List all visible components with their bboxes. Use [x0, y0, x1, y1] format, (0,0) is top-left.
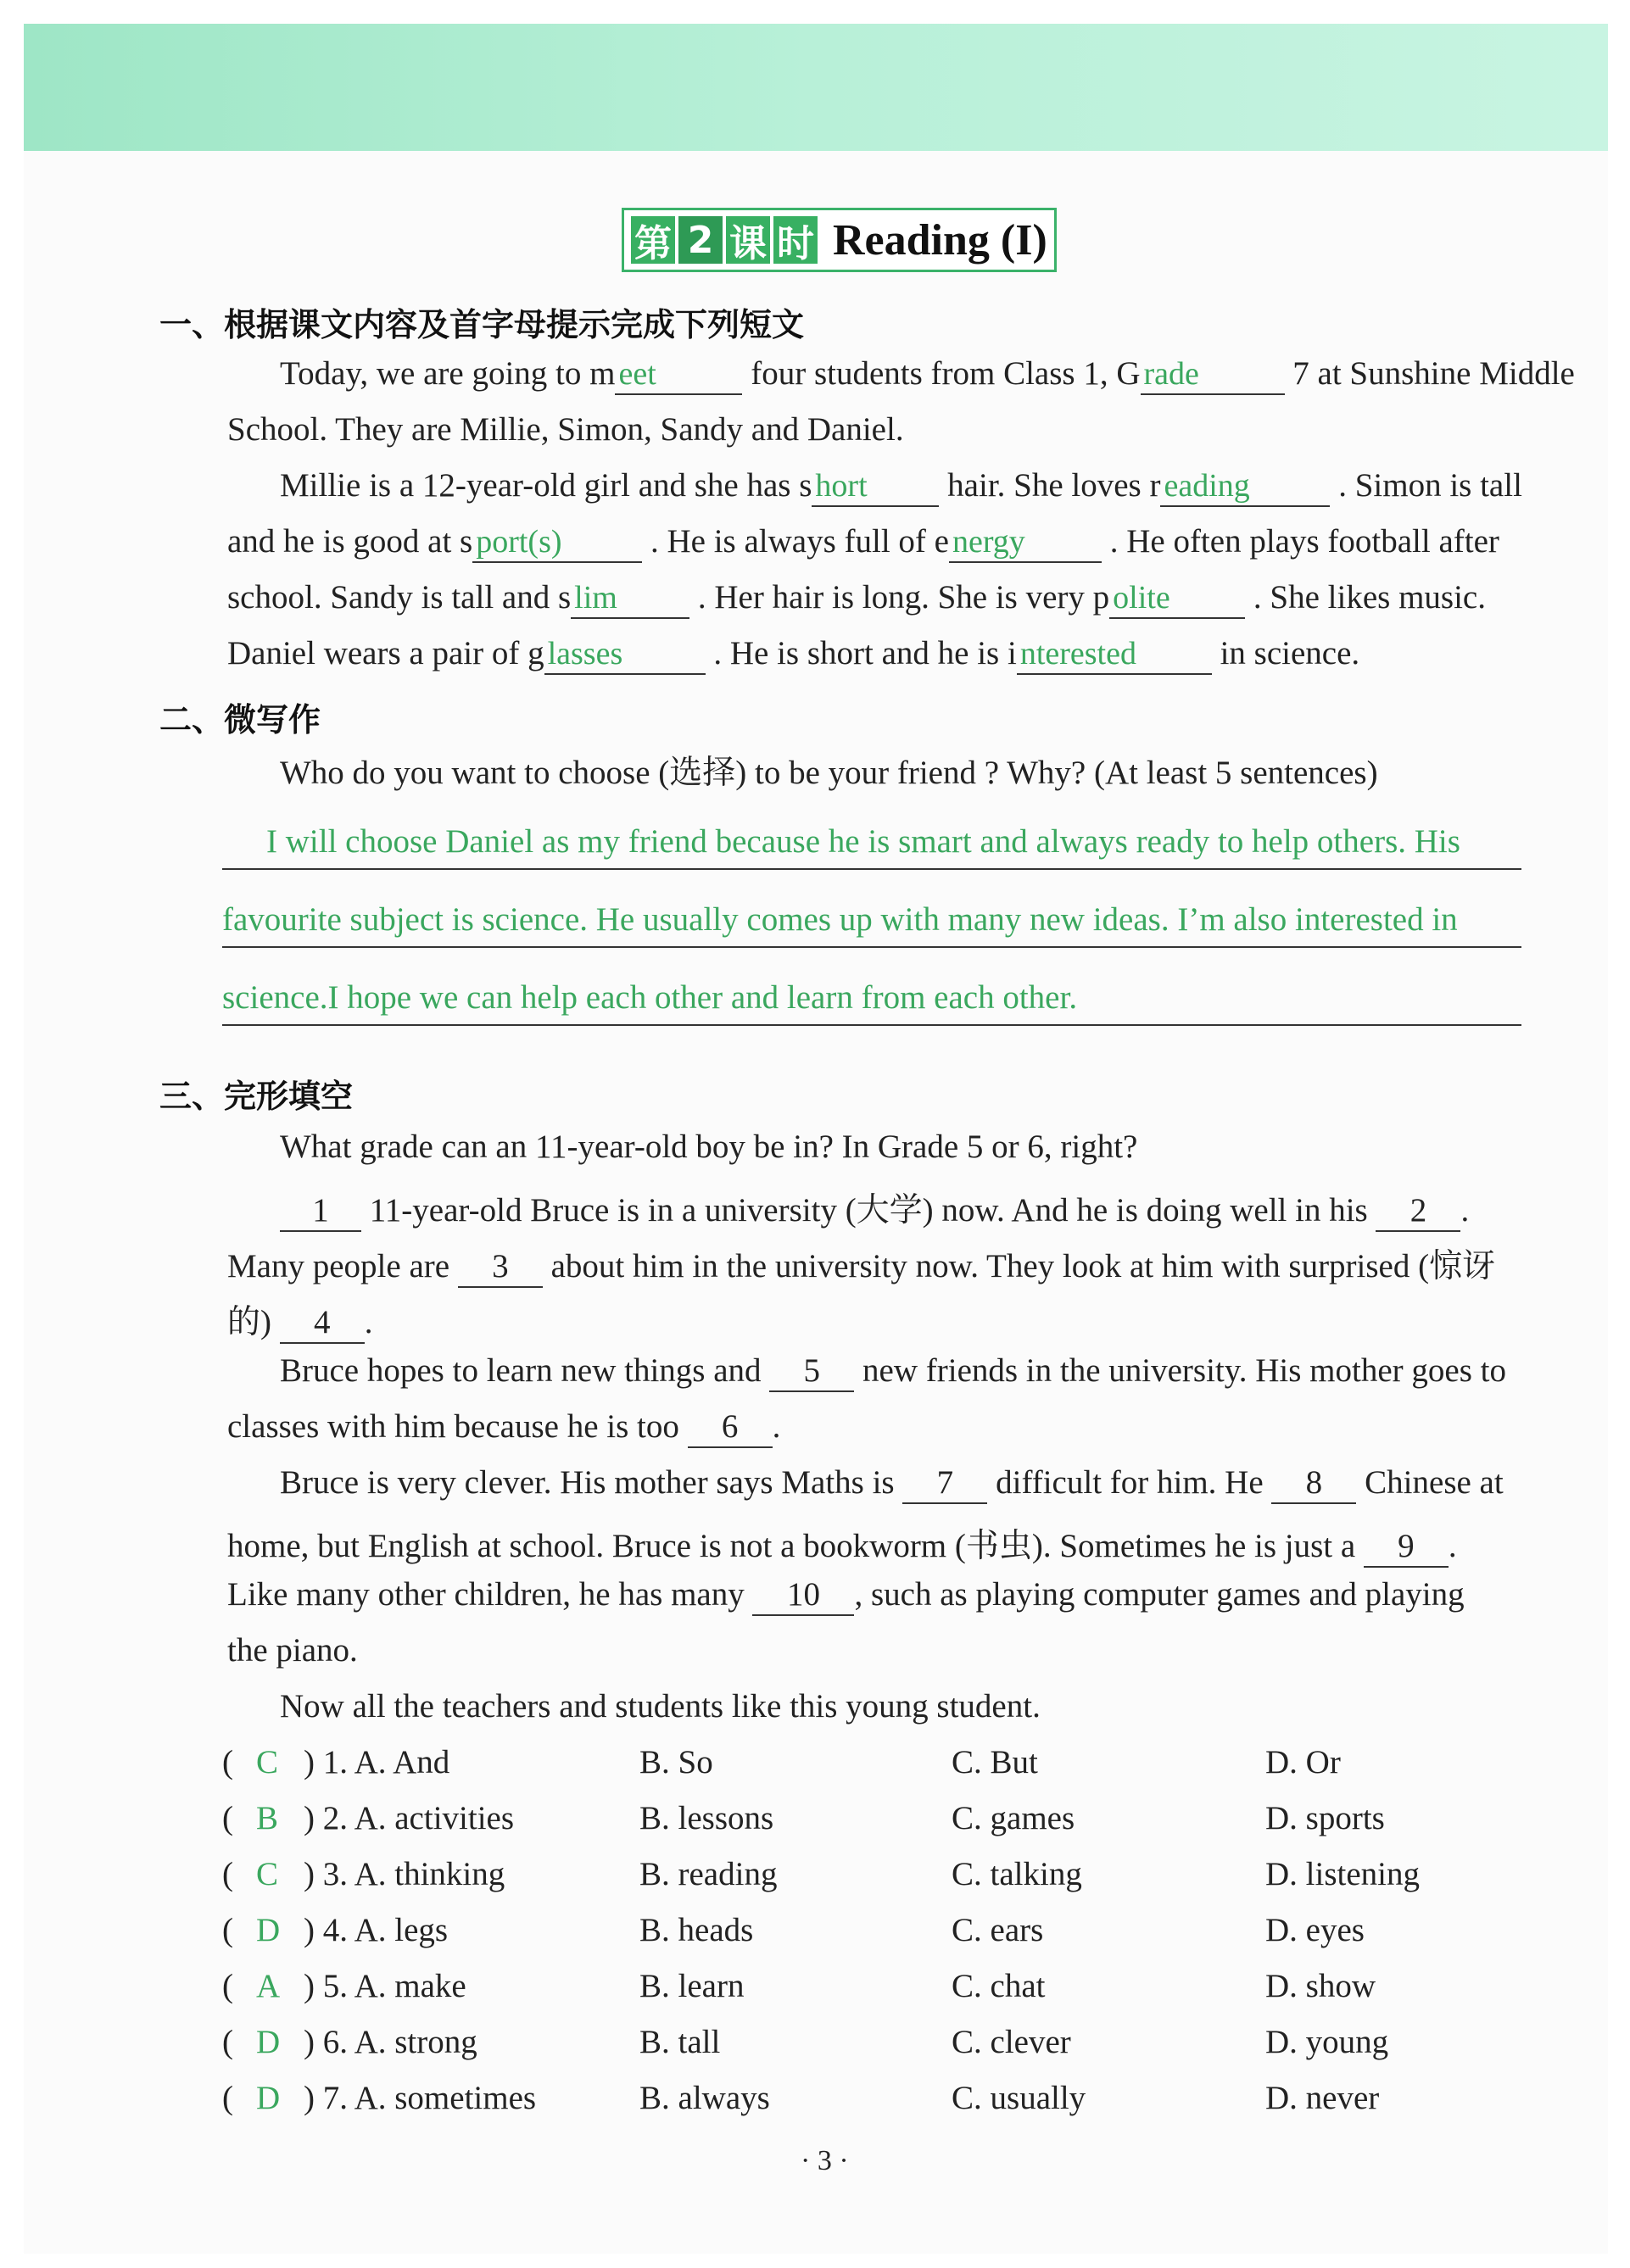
header-band — [24, 24, 1608, 151]
cloze-blank[interactable]: 1 — [280, 1191, 361, 1232]
option-d[interactable]: D. never — [1265, 2080, 1380, 2116]
s1-line: Daniel wears a pair of g lasses . He is short and he is i nterested in science. — [227, 634, 1359, 675]
option-c[interactable]: C. talking — [952, 1856, 1082, 1892]
cloze-blank[interactable]: 8 — [1271, 1463, 1356, 1504]
option-d[interactable]: D. eyes — [1265, 1912, 1365, 1948]
fill-blank[interactable]: eet — [615, 354, 742, 395]
cloze-line: Many people are 3 about him in the university now. They look at him with surprised (惊讶 — [227, 1240, 1495, 1288]
option-c[interactable]: C. usually — [952, 2080, 1086, 2116]
writing-line: I will choose Daniel as my friend because he is smart and always ready to help others. His — [222, 822, 1521, 870]
title-cell: 2 — [678, 216, 723, 264]
answer-choice[interactable]: A — [256, 1968, 281, 2004]
question-row: ( A ) 5. A. make B. learn C. chat D. show — [222, 1968, 1376, 2004]
option-b[interactable]: B. reading — [639, 1856, 778, 1892]
option-d[interactable]: D. show — [1265, 1968, 1376, 2004]
section2-heading: 二、微写作 — [159, 701, 321, 738]
fill-blank[interactable]: lasses — [544, 634, 706, 675]
s1-line: school. Sandy is tall and s lim . Her hair is long. She is very p olite . She likes music. — [227, 578, 1486, 619]
s1-line: and he is good at s port(s) . He is always full of e nergy . He often plays football after — [227, 522, 1499, 563]
option-d[interactable]: D. listening — [1265, 1856, 1420, 1892]
fill-blank[interactable]: nterested — [1017, 634, 1212, 675]
cloze-line: Bruce hopes to learn new things and 5 new friends in the university. His mother goes to — [280, 1351, 1506, 1392]
option-b[interactable]: B. heads — [639, 1912, 754, 1948]
cloze-line: What grade can an 11-year-old boy be in? In Grade 5 or 6, right? — [280, 1128, 1138, 1165]
option-b[interactable]: B. always — [639, 2080, 770, 2116]
cloze-blank[interactable]: 3 — [458, 1247, 543, 1288]
answer-choice[interactable]: D — [256, 2080, 281, 2116]
fill-blank[interactable]: nergy — [949, 522, 1102, 563]
s1-line: Today, we are going to m eet four students from Class 1, G rade 7 at Sunshine Middle — [280, 354, 1575, 395]
question-row: ( D ) 7. A. sometimes B. always C. usually D. never — [222, 2080, 1380, 2116]
cloze-blank[interactable]: 9 — [1364, 1527, 1449, 1568]
answer-choice[interactable]: D — [256, 2024, 281, 2060]
fill-blank[interactable]: lim — [571, 578, 689, 619]
option-d[interactable]: D. young — [1265, 2024, 1389, 2060]
fill-blank[interactable]: rade — [1141, 354, 1285, 395]
option-c[interactable]: C. clever — [952, 2024, 1071, 2060]
fill-blank[interactable]: eading — [1160, 466, 1330, 507]
question-row: ( D ) 4. A. legs B. heads C. ears D. eyes — [222, 1912, 1365, 1948]
option-d[interactable]: D. sports — [1265, 1800, 1385, 1836]
answer-choice[interactable]: C — [256, 1856, 279, 1892]
title-cell: 第 — [631, 216, 675, 264]
title-cell: 课 — [726, 216, 770, 264]
question-row: ( C ) 3. A. thinking B. reading C. talking D. listening — [222, 1856, 1420, 1892]
section3-heading: 三、完形填空 — [159, 1078, 354, 1115]
cloze-line: Like many other children, he has many 10 , such as playing computer games and playing — [227, 1575, 1465, 1616]
fill-blank[interactable]: port(s) — [472, 522, 642, 563]
option-b[interactable]: B. tall — [639, 2024, 721, 2060]
cloze-blank[interactable]: 4 — [280, 1303, 365, 1344]
cloze-blank[interactable]: 10 — [752, 1575, 854, 1616]
cloze-line: 的) 4 . — [227, 1296, 373, 1344]
fill-blank[interactable]: olite — [1109, 578, 1245, 619]
cloze-blank[interactable]: 6 — [688, 1407, 773, 1448]
answer-choice[interactable]: D — [256, 1912, 281, 1948]
title-cell: 时 — [773, 216, 818, 264]
cloze-line: 1 11-year-old Bruce is in a university (大学) now. And he is doing well in his 2 . — [280, 1184, 1469, 1232]
writing-line: science.I hope we can help each other and learn from each other. — [222, 978, 1521, 1026]
cloze-blank[interactable]: 2 — [1376, 1191, 1460, 1232]
option-c[interactable]: C. ears — [952, 1912, 1044, 1948]
title-text: Reading (I) — [833, 215, 1047, 265]
section1-heading: 一、根据课文内容及首字母提示完成下列短文 — [159, 306, 805, 343]
option-b[interactable]: B. learn — [639, 1968, 745, 2004]
cloze-blank[interactable]: 5 — [769, 1351, 854, 1392]
writing-line: favourite subject is science. He usually comes up with many new ideas. I’m also interested in — [222, 900, 1521, 948]
cloze-line: Bruce is very clever. His mother says Maths is 7 difficult for him. He 8 Chinese at — [280, 1463, 1504, 1504]
cloze-blank[interactable]: 7 — [902, 1463, 987, 1504]
s1-line: School. They are Millie, Simon, Sandy and Daniel. — [227, 411, 904, 448]
option-c[interactable]: C. But — [952, 1744, 1038, 1780]
cloze-line: the piano. — [227, 1632, 358, 1669]
option-c[interactable]: C. chat — [952, 1968, 1046, 2004]
option-b[interactable]: B. So — [639, 1744, 713, 1780]
question-row: ( D ) 6. A. strong B. tall C. clever D. young — [222, 2024, 1389, 2060]
option-c[interactable]: C. games — [952, 1800, 1075, 1836]
lesson-title — [622, 208, 1057, 272]
writing-prompt: Who do you want to choose (选择) to be your friend ? Why? (At least 5 sentences) — [280, 755, 1378, 791]
cloze-line: classes with him because he is too 6 . — [227, 1407, 780, 1448]
answer-choice[interactable]: B — [256, 1800, 279, 1836]
option-d[interactable]: D. Or — [1265, 1744, 1341, 1780]
cloze-line: home, but English at school. Bruce is not a bookworm (书虫). Sometimes he is just a 9 . — [227, 1519, 1457, 1568]
option-b[interactable]: B. lessons — [639, 1800, 774, 1836]
fill-blank[interactable]: hort — [812, 466, 939, 507]
s1-line: Millie is a 12-year-old girl and she has s hort hair. She loves r eading . Simon is tall — [280, 466, 1522, 507]
answer-choice[interactable]: C — [256, 1744, 279, 1780]
question-row: ( C ) 1. A. And B. So C. But D. Or — [222, 1744, 1341, 1780]
page-number: · 3 · — [801, 2145, 849, 2176]
question-row: ( B ) 2. A. activities B. lessons C. games D. sports — [222, 1800, 1385, 1836]
cloze-line: Now all the teachers and students like this young student. — [280, 1688, 1041, 1725]
